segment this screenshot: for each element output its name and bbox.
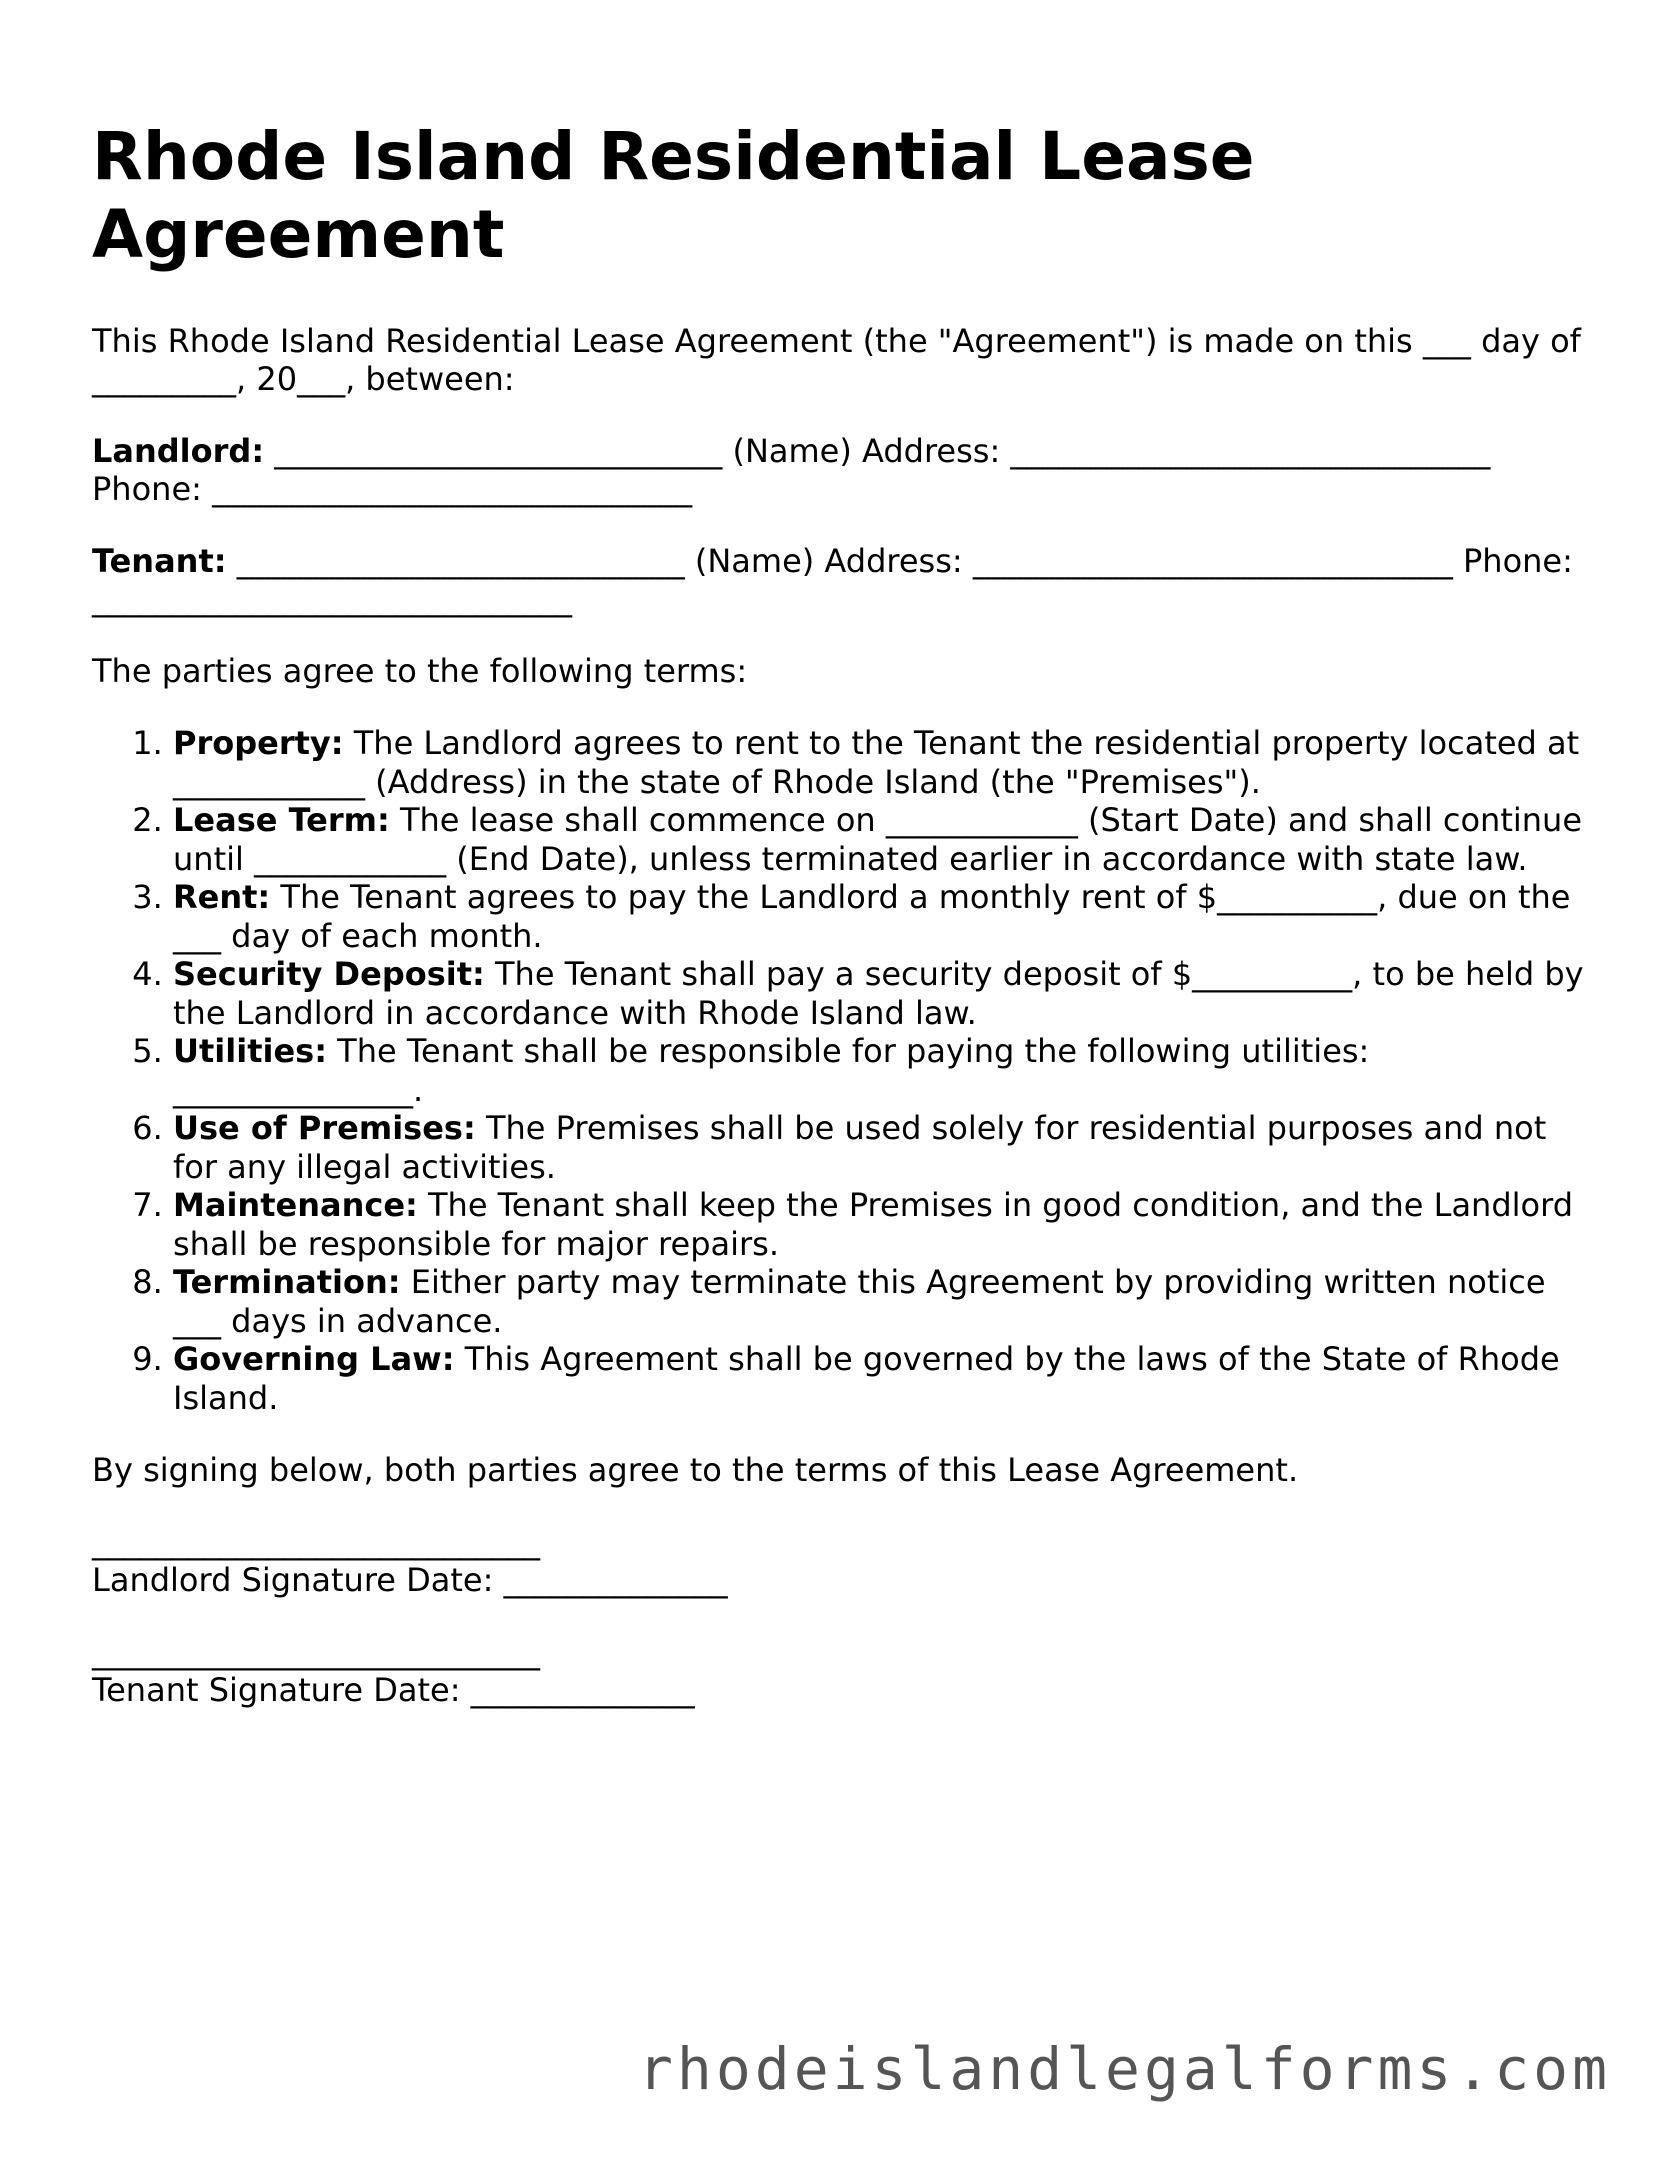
- term-governing-law: [173, 1340, 1592, 1417]
- landlord-fields: ____________________________ (Name) Address: ______________________________ Phone: ______________________________: [92, 432, 1491, 508]
- term-use-of-premises: [173, 1109, 1592, 1186]
- tenant-signature-label: Tenant Signature Date: ______________: [92, 1671, 695, 1709]
- term-text: The Tenant agrees to pay the Landlord a monthly rent of $__________, due on the ___ day of each month.: [173, 878, 1571, 955]
- term-heading: Rent:: [173, 878, 271, 916]
- tenant-fields: ____________________________ (Name) Address: ______________________________ Phone: ______________________________: [92, 542, 1573, 618]
- term-text: The Tenant shall be responsible for paying the following utilities: _______________.: [173, 1032, 1370, 1109]
- document-page: [92, 118, 1592, 1709]
- term-heading: Security Deposit:: [173, 955, 485, 993]
- tenant-signature-block: [92, 1633, 1592, 1709]
- term-text: The Landlord agrees to rent to the Tenant the residential property located at ____________ (Address) in the state of Rhode Island (the "Premises").: [173, 724, 1580, 801]
- term-text: The Premises shall be used solely for residential purposes and not for any illegal activities.: [173, 1109, 1547, 1186]
- term-heading: Property:: [173, 724, 344, 762]
- landlord-signature-block: [92, 1523, 1592, 1599]
- tenant-label: Tenant:: [92, 542, 227, 580]
- intro-paragraph: This Rhode Island Residential Lease Agreement (the "Agreement") is made on this ___ day of _________, 20___, between:: [92, 322, 1581, 398]
- term-property: [173, 724, 1592, 801]
- term-lease-term: [173, 801, 1592, 878]
- tenant-info: [92, 542, 1592, 618]
- term-heading: Governing Law:: [173, 1340, 455, 1378]
- closing-statement: By signing below, both parties agree to the terms of this Lease Agreement.: [92, 1451, 1299, 1489]
- term-text: The Tenant shall keep the Premises in good condition, and the Landlord shall be responsible for major repairs.: [173, 1186, 1574, 1263]
- term-heading: Lease Term:: [173, 801, 390, 839]
- footer-website: rhodeislandlegalforms.com: [638, 2035, 1611, 2103]
- tenant-signature-line: ____________________________: [92, 1633, 540, 1671]
- landlord-label: Landlord:: [92, 432, 265, 470]
- term-text: The Tenant shall pay a security deposit of $__________, to be held by the Landlord in accordance with Rhode Island law.: [173, 955, 1584, 1032]
- term-heading: Use of Premises:: [173, 1109, 476, 1147]
- terms-list: [92, 724, 1592, 1417]
- landlord-signature-label: Landlord Signature Date: ______________: [92, 1561, 728, 1599]
- term-heading: Termination:: [173, 1263, 401, 1301]
- term-termination: [173, 1263, 1592, 1340]
- document-title: Rhode Island Residential Lease Agreement: [92, 118, 1255, 273]
- landlord-info: [92, 432, 1592, 508]
- landlord-signature-line: ____________________________: [92, 1523, 540, 1561]
- term-text: The lease shall commence on ____________ (Start Date) and shall continue until ____________ (End Date), unless terminated earlier in accordance with state law.: [173, 801, 1583, 878]
- term-heading: Maintenance:: [173, 1186, 418, 1224]
- term-rent: [173, 878, 1592, 955]
- term-maintenance: [173, 1186, 1592, 1263]
- terms-intro: The parties agree to the following terms:: [92, 652, 748, 690]
- term-security-deposit: [173, 955, 1592, 1032]
- term-heading: Utilities:: [173, 1032, 327, 1070]
- term-text: This Agreement shall be governed by the laws of the State of Rhode Island.: [173, 1340, 1560, 1417]
- term-text: Either party may terminate this Agreement by providing written notice ___ days in advance.: [173, 1263, 1546, 1340]
- term-utilities: [173, 1032, 1592, 1109]
